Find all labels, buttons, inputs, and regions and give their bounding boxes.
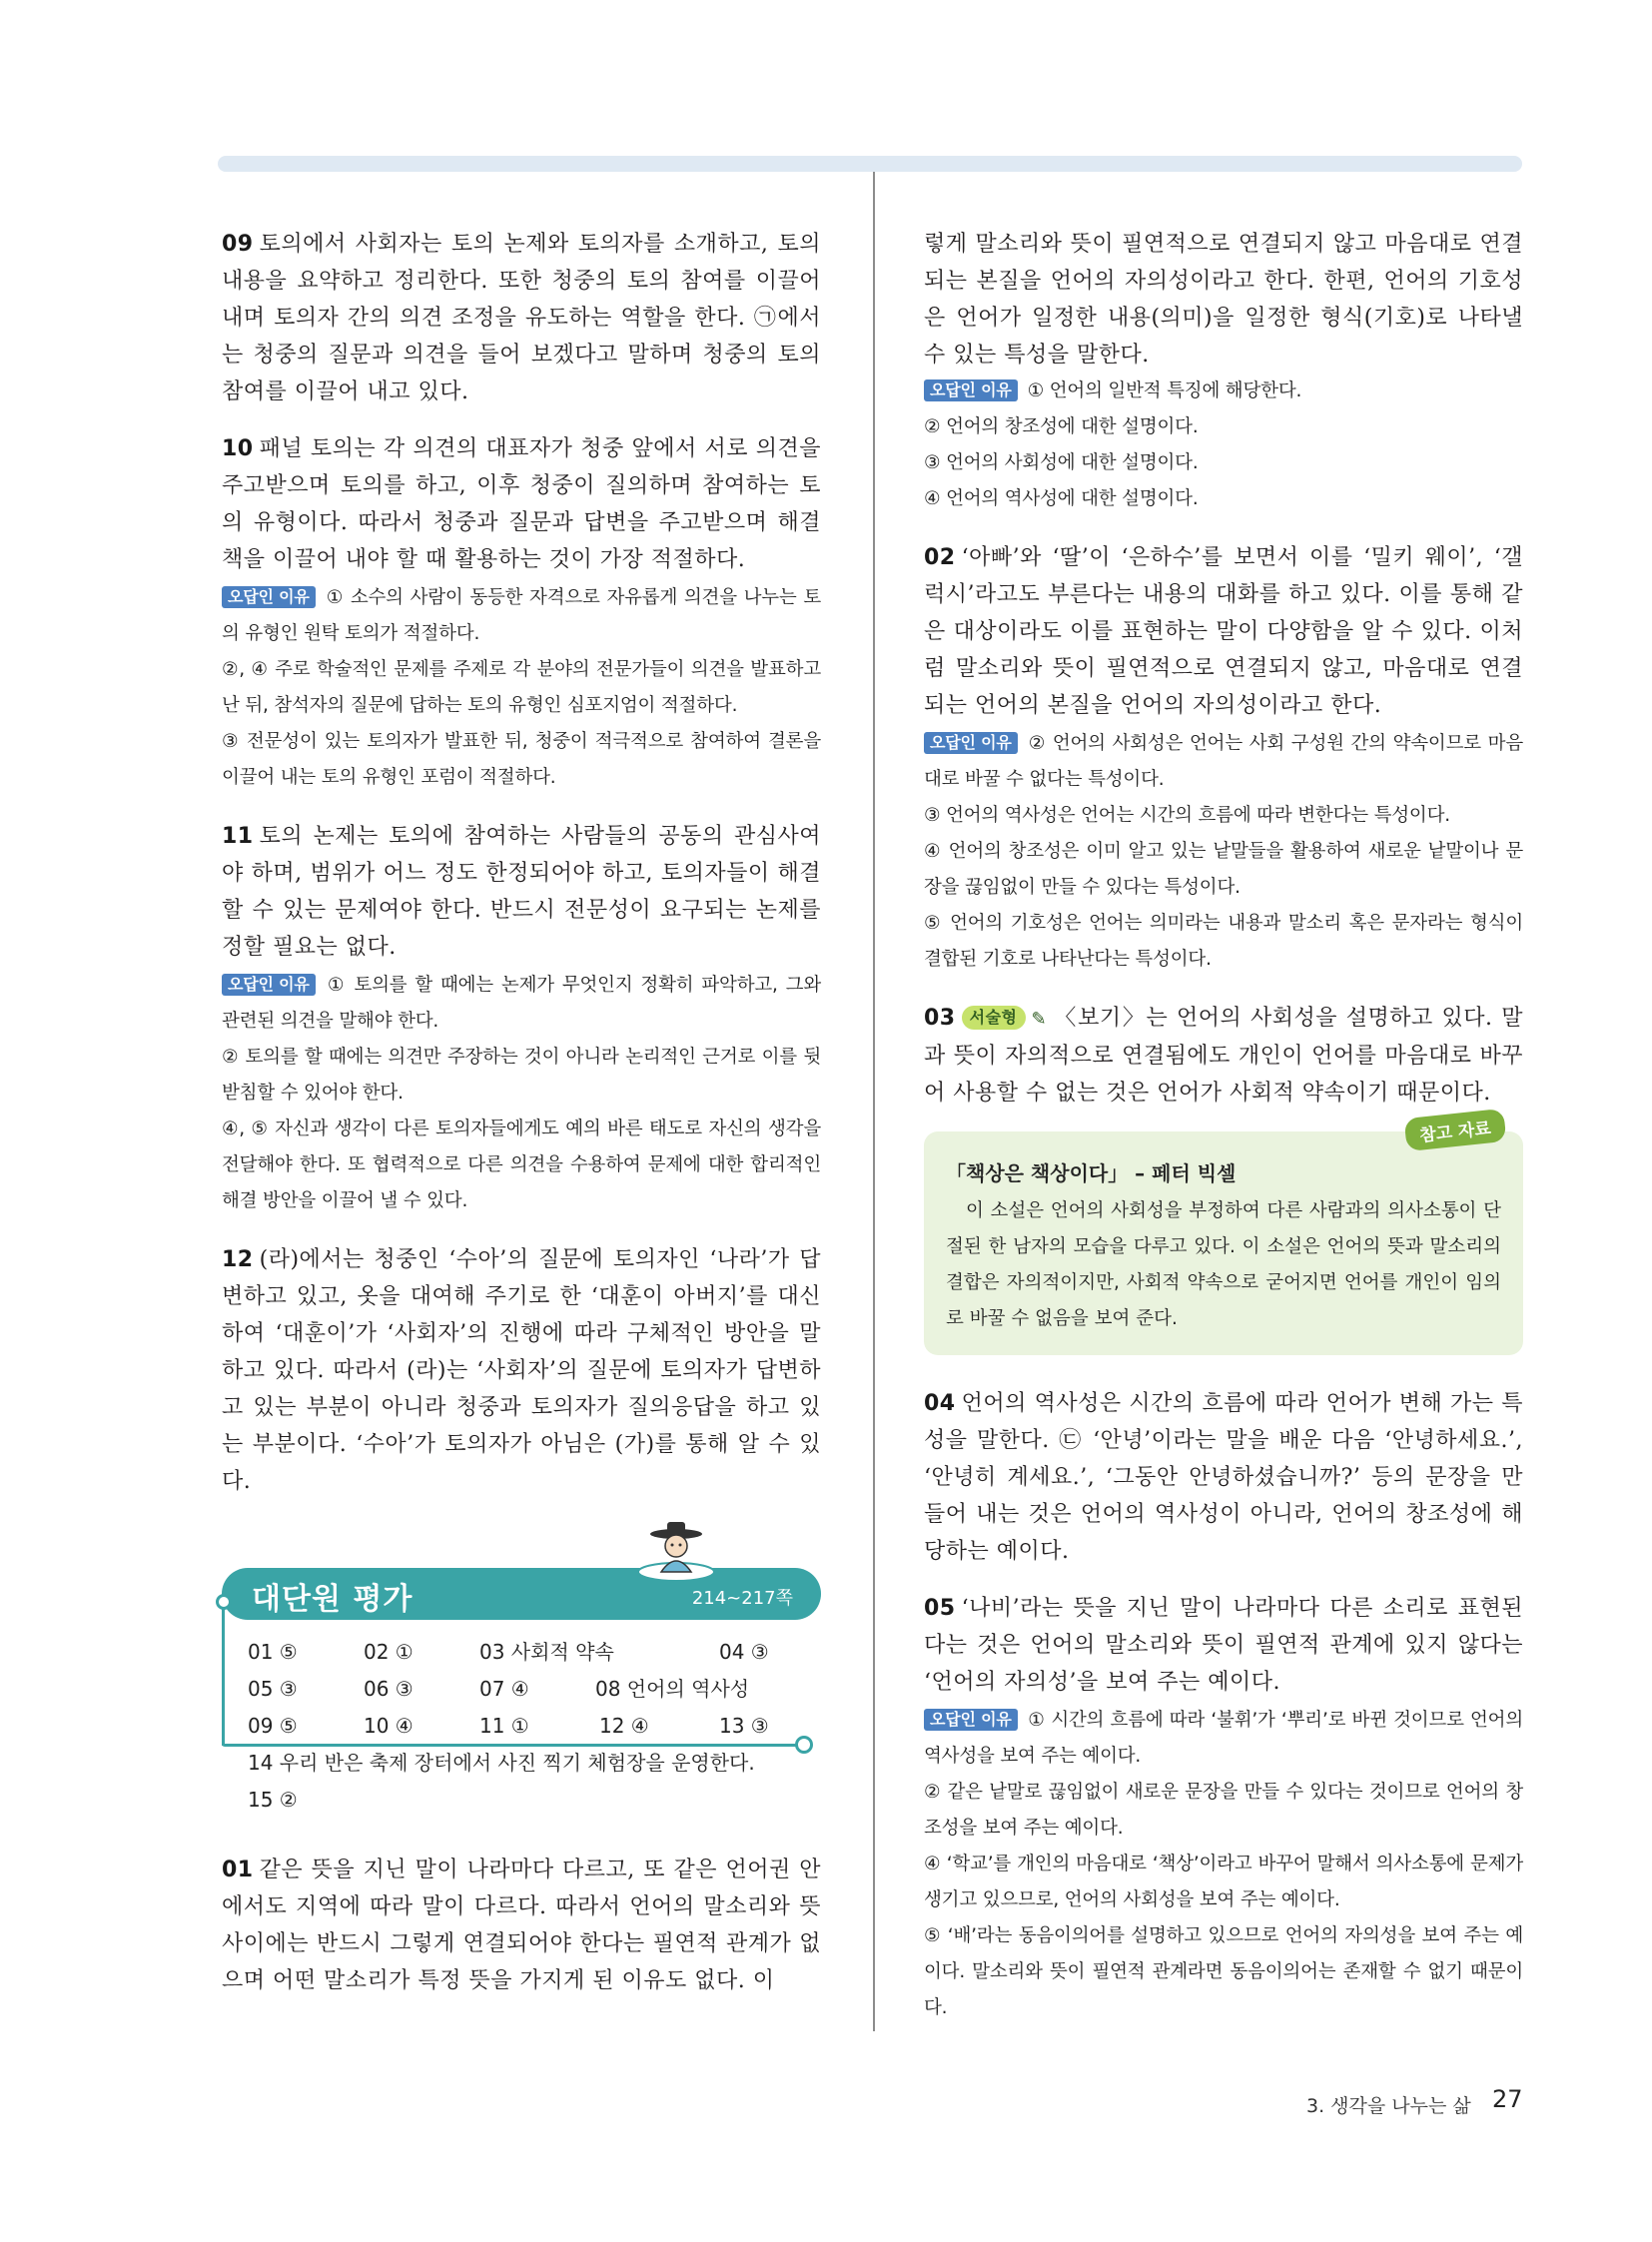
left-column — [222, 226, 821, 2019]
box-line-left — [222, 1598, 225, 1746]
answer-10: 10 패널 토의는 각 의견의 대표자가 청중 앞에서 서로 의견을 주고받으며 토의를 하고, 이후 청중이 질의하며 참여하는 토의 유형이다. 따라서 청중과 질문과 답변을 주고받으며 해결책을 이끌어 내야 할 때 활용하는 것이 가장 적절하다. — [222, 436, 821, 572]
right-column — [924, 226, 1523, 2048]
unit-assessment-box — [222, 1538, 821, 1818]
box-dot-top — [216, 1594, 232, 1610]
wrong-reason-tag: 오답인 이유 — [222, 974, 316, 996]
top-header-bar — [218, 156, 1522, 172]
answer-key-row: 01 ⑤ 02 ① 03 사회적 약속 04 ③ — [248, 1640, 769, 1664]
reference-title: 「책상은 책상이다」 – 페터 빅셀 — [946, 1161, 1237, 1185]
solution-03: 03 서술형 ✎ 〈보기〉는 언어의 사회성을 설명하고 있다. 말과 뜻이 자의적으로 연결됨에도 개인이 언어를 마음대로 바꾸어 사용할 수 없는 것은 언어가 사회적 약속이기 때문이다. — [924, 1006, 1523, 1106]
solution-01-continued: 렇게 말소리와 뜻이 필연적으로 연결되지 않고 마음대로 연결되는 본질을 언어의 자의성이라고 한다. 한편, 언어의 기호성은 언어가 일정한 내용(의미)을 일정한 형식(기호)로 나타낼 수 있는 특성을 말한다. — [924, 232, 1523, 368]
scholar-character-icon — [631, 1520, 721, 1582]
unit-assessment-pages: 214~217쪽 — [691, 1588, 793, 1609]
answer-key-row: 14 우리 반은 축제 장터에서 사진 찍기 체험장을 운영한다. — [248, 1751, 755, 1775]
reference-text: 이 소설은 언어의 사회성을 부정하여 다른 사람과의 의사소통이 단절된 한 남자의 모습을 다루고 있다. 이 소설은 언어의 뜻과 말소리의 결합은 자의적이지만, 사회적 약속으로 굳어지면 언어를 개인이 임의로 바꿀 수 없음을 보여 준다. — [946, 1200, 1501, 1329]
reference-badge: 참고 자료 — [1404, 1109, 1507, 1151]
wrong-reason-tag: 오답인 이유 — [222, 586, 316, 608]
wrong-reason-tag: 오답인 이유 — [924, 732, 1018, 754]
answer-11: 11 토의 논제는 토의에 참여하는 사람들의 공동의 관심사여야 하며, 범위가 어느 정도 한정되어야 하고, 토의자들이 해결할 수 있는 문제여야 한다. 반드시 전문성이 요구되는 논제를 정할 필요는 없다. — [222, 824, 821, 960]
wrong-reason-tag: 오답인 이유 — [924, 379, 1018, 401]
reference-box — [924, 1119, 1523, 1355]
answer-key-row: 15 ② — [248, 1788, 298, 1812]
answer-09: 09 토의에서 사회자는 토의 논제와 토의자를 소개하고, 토의 내용을 요약하고 정리한다. 또한 청중의 토의 참여를 이끌어 내며 토의자 간의 의견 조정을 유도하는 역할을 한다. ㉠에서는 청중의 질문과 의견을 들어 보겠다고 말하며 청중의 토의 참여를 이끌어 내고 있다. — [222, 232, 821, 404]
answer-key-grid — [248, 1634, 807, 1819]
answer-12: 12 (라)에서는 청중인 ‘수아’의 질문에 토의자인 ‘나라’가 답변하고 있고, 옷을 대여해 주기로 한 ‘대훈이 아버지’를 대신하여 ‘대훈이’가 ‘사회자’의 진행에 따라 구체적인 방안을 말하고 있다. 따라서 (라)는 ‘사회자’의 질문에 토의자가 답변하고 있는 부분이 아니라 청중과 토의자가 질의응답을 하고 있는 부분이다. ‘수아’가 토의자가 아님은 (가)를 통해 알 수 있다. — [222, 1247, 821, 1494]
solution-04: 04 언어의 역사성은 시간의 흐름에 따라 언어가 변해 가는 특성을 말한다. ㉢ ‘안녕’이라는 말을 배운 다음 ‘안녕하세요.’, ‘안녕히 계세요.’, ‘그동안 안녕하셨습니까?’ 등의 문장을 만들어 내는 것은 언어의 역사성이 아니라, 언어의 창조성에 해당하는 예이다. — [924, 1391, 1523, 1564]
solution-01-wrong-reasons: 오답인 이유 ① 언어의 일반적 특징에 해당한다. ② 언어의 창조성에 대한 설명이다. ③ 언어의 사회성에 대한 설명이다. ④ 언어의 역사성에 대한 설명이다. — [924, 380, 1302, 509]
pencil-icon: ✎ — [1031, 1009, 1048, 1030]
solution-02: 02 ‘아빠’와 ‘딸’이 ‘은하수’를 보면서 이를 ‘밀키 웨이’, ‘갤럭시’라고도 부른다는 내용의 대화를 하고 있다. 이를 통해 같은 대상이라도 이를 표현하는 말이 다양함을 알 수 있다. 이처럼 말소리와 뜻이 필연적으로 연결되지 않고, 마음대로 연결되는 언어의 본질을 언어의 자의성이라고 한다. — [924, 545, 1523, 718]
footer-chapter-label: 3. 생각을 나누는 삶 — [1306, 2095, 1471, 2117]
wrong-reason-tag: 오답인 이유 — [924, 1709, 1018, 1731]
unit-assessment-title: 대단원 평가 — [252, 1582, 413, 1617]
column-divider — [873, 172, 875, 2031]
page-number: 27 — [1492, 2085, 1523, 2113]
solution-05: 05 ‘나비’라는 뜻을 지닌 말이 나라마다 다른 소리로 표현된다는 것은 언어의 말소리와 뜻이 필연적 관계에 있지 않다는 ‘언어의 자의성’을 보여 주는 예이다. — [924, 1596, 1523, 1695]
solution-05-wrong-reasons: 오답인 이유 ① 시간의 흐름에 따라 ‘불휘’가 ‘뿌리’로 바뀐 것이므로 언어의 역사성을 보여 주는 예이다. ② 같은 낱말로 끊임없이 새로운 문장을 만들 수 있다는 것이므로 언어의 창조성을 보여 주는 예이다. ④ ‘학교’를 개인의 마음대로 ‘책상’이라고 바꾸어 말해서 의사소통에 문제가 생기고 있으므로, 언어의 사회성을 보여 주는 예이다. ⑤ ‘배’라는 동음이의어를 설명하고 있으므로 언어의 자의성을 보여 주는 예이다. 말소리와 뜻이 필연적 관계라면 동음이의어는 존재할 수 없기 때문이다. — [924, 1710, 1523, 2018]
answer-key-row: 05 ③ 06 ③ 07 ④ 08 언어의 역사성 — [248, 1677, 750, 1701]
solution-02-wrong-reasons: 오답인 이유 ② 언어의 사회성은 언어는 사회 구성원 간의 약속이므로 마음대로 바꿀 수 없다는 특성이다. ③ 언어의 역사성은 언어는 시간의 흐름에 따라 변한다는 특성이다. ④ 언어의 창조성은 이미 알고 있는 낱말들을 활용하여 새로운 낱말이나 문장을 끊임없이 만들 수 있다는 특성이다. ⑤ 언어의 기호성은 언어는 의미라는 내용과 말소리 혹은 문자라는 형식이 결합된 기호로 나타난다는 특성이다. — [924, 733, 1523, 970]
solution-01: 01 같은 뜻을 지닌 말이 나라마다 다르고, 또 같은 언어권 안에서도 지역에 따라 말이 다르다. 따라서 언어의 말소리와 뜻 사이에는 반드시 그렇게 연결되어야 한다는 필연적 관계가 없으며 어떤 말소리가 특정 뜻을 가지게 된 이유도 없다. 이 — [222, 1858, 821, 1993]
answer-10-wrong-reasons: 오답인 이유 ① 소수의 사람이 동등한 자격으로 자유롭게 의견을 나누는 토의 유형인 원탁 토의가 적절하다. ②, ④ 주로 학술적인 문제를 주제로 각 분야의 전문가들이 의견을 발표하고 난 뒤, 참석자의 질문에 답하는 토의 유형인 심포지엄이 적절하다. ③ 전문성이 있는 토의자가 발표한 뒤, 청중이 적극적으로 참여하여 결론을 이끌어 내는 토의 유형인 포럼이 적절하다. — [222, 587, 821, 788]
answer-key-row: 09 ⑤ 10 ④ 11 ① 12 ④ 13 ③ — [248, 1714, 769, 1738]
essay-type-tag: 서술형 — [962, 1006, 1026, 1030]
answer-11-wrong-reasons: 오답인 이유 ① 토의를 할 때에는 논제가 무엇인지 정확히 파악하고, 그와 관련된 의견을 말해야 한다. ② 토의를 할 때에는 의견만 주장하는 것이 아니라 논리적인 근거로 이를 뒷받침할 수 있어야 한다. ④, ⑤ 자신과 생각이 다른 토의자들에게도 예의 바른 태도로 자신의 생각을 전달해야 한다. 또 협력적으로 다른 의견을 수용하여 문제에 대한 합리적인 해결 방안을 이끌어 낼 수 있다. — [222, 975, 821, 1211]
